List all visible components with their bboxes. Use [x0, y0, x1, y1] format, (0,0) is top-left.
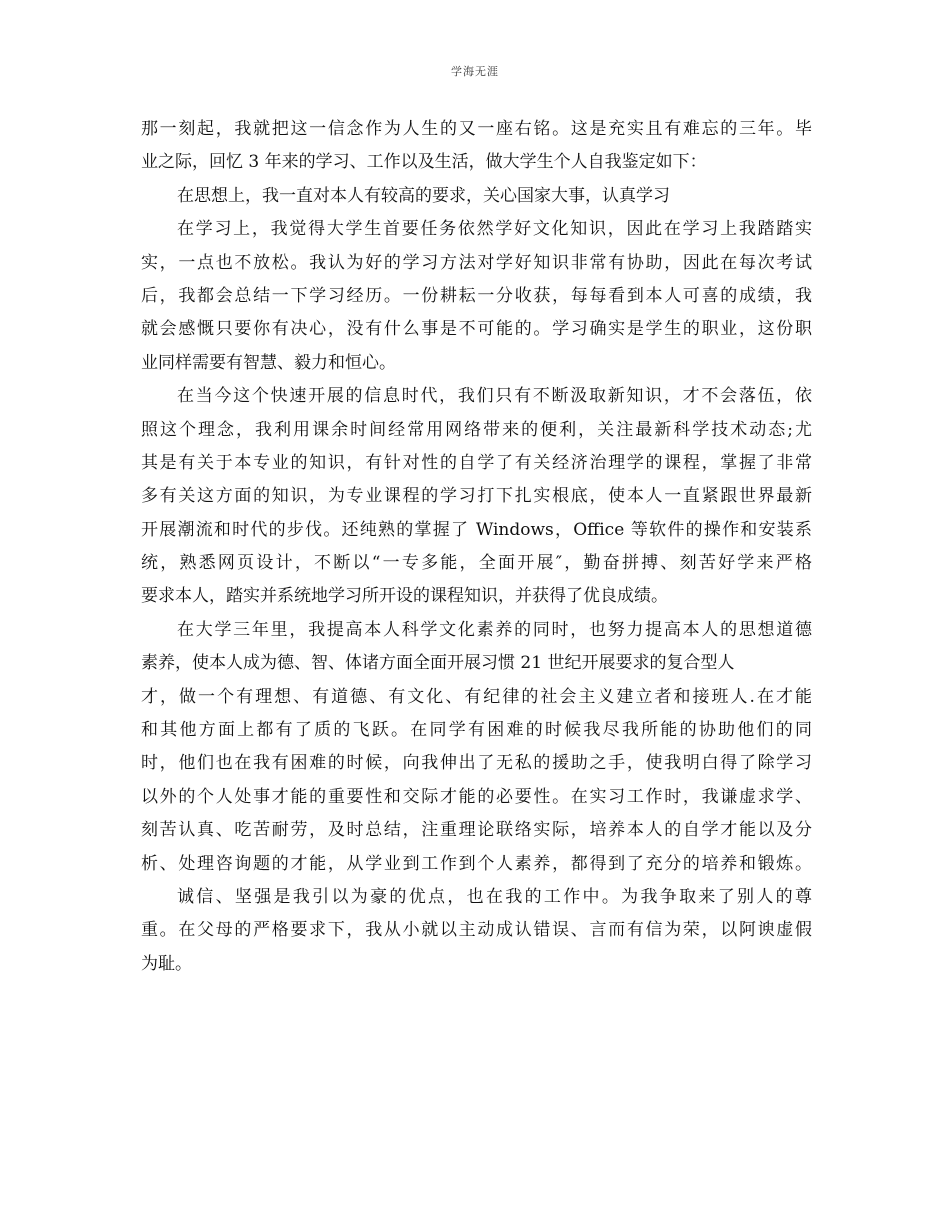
text-line: 才，做一个有理想、有道德、有文化、有纪律的社会主义建立者和接班人.在才能 [141, 686, 812, 707]
text-line: 统，熟悉网页设计，不断以“一专多能，全面开展″，勤奋拼搏、刻苦好学来严格 [141, 553, 812, 574]
text-line: 以外的个人处事才能的重要性和交际才能的必要性。在实习工作时，我谦虚求学、 [141, 786, 812, 807]
text-line: 照这个理念，我利用课余时间经常用网络带来的便利，关注最新科学技术动态;尤 [141, 419, 812, 440]
text-line: 和其他方面上都有了质的飞跃。在同学有困难的时候我尽我所能的协助他们的同 [141, 720, 812, 741]
text-line: 实，一点也不放松。我认为好的学习方法对学好知识非常有协助，因此在每次考试 [141, 252, 812, 273]
text-line: 那一刻起，我就把这一信念作为人生的又一座右铭。这是充实且有难忘的三年。毕 [141, 119, 812, 139]
text-line: 诚信、坚强是我引以为豪的优点，也在我的工作中。为我争取来了别人的尊 [177, 886, 812, 907]
text-line: 析、处理咨询题的才能，从学业到工作到个人素养，都得到了充分的培养和锻炼。 [141, 853, 812, 874]
text-line: 就会感慨只要你有决心，没有什么事是不可能的。学习确实是学生的职业，这份职 [141, 319, 812, 340]
text-line: 多有关这方面的知识，为专业课程的学习打下扎实根底，使本人一直紧跟世界最新 [141, 486, 812, 507]
text-line: 在大学三年里，我提高本人科学文化素养的同时，也努力提高本人的思想道德 [177, 619, 812, 640]
text-line: 其是有关于本专业的知识，有针对性的自学了有关经济治理学的课程，掌握了非常 [141, 452, 812, 473]
text-line: 在思想上，我一直对本人有较高的要求，关心国家大事，认真学习 [177, 185, 670, 206]
text-line: 重。在父母的严格要求下，我从小就以主动成认错误、言而有信为荣，以阿谀虚假 [141, 920, 812, 941]
text-line: 时，他们也在我有困难的时候，向我伸出了无私的援助之手，使我明白得了除学习 [141, 753, 812, 774]
text-line: 要求本人，踏实并系统地学习所开设的课程知识，并获得了优良成绩。 [141, 586, 668, 607]
text-line: 素养，使本人成为德、智、体诸方面全面开展习惯 21 世纪开展要求的复合型人 [141, 653, 735, 674]
document-body [141, 113, 812, 981]
text-line: 在学习上，我觉得大学生首要任务依然学好文化知识，因此在学习上我踏踏实 [177, 219, 812, 240]
text-line: 业同样需要有智慧、毅力和恒心。 [141, 352, 396, 373]
text-line: 为耻。 [141, 953, 192, 974]
text-line: 开展潮流和时代的步伐。还纯熟的掌握了 Windows，Office 等软件的操作和安装系 [141, 519, 812, 540]
text-line: 在当今这个快速开展的信息时代，我们只有不断汲取新知识，才不会落伍，依 [177, 386, 812, 407]
text-line: 刻苦认真、吃苦耐劳，及时总结，注重理论联络实际，培养本人的自学才能以及分 [141, 820, 812, 841]
text-line: 后，我都会总结一下学习经历。一份耕耘一分收获，每每看到本人可喜的成绩，我 [141, 285, 812, 306]
page-header: 学海无涯 [451, 65, 499, 78]
text-line: 业之际，回忆 3 年来的学习、工作以及生活，做大学生个人自我鉴定如下： [141, 152, 707, 173]
